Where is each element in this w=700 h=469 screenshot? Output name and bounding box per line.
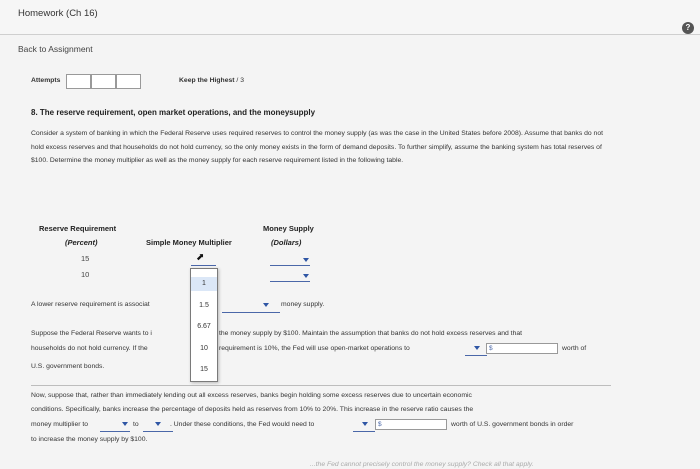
chevron-down-icon[interactable] (155, 422, 161, 426)
paragraph3-line1: Now, suppose that, rather than immediately lending out all excess reserves, banks begin holding some excess reserves due to uncertain economic (31, 392, 472, 399)
chevron-down-icon[interactable] (362, 422, 368, 426)
dollar-sign: $ (378, 421, 382, 428)
paragraph3-line3-end: worth of U.S. government bonds in order (451, 421, 574, 428)
option-1-5[interactable]: 1.5 (199, 302, 209, 309)
question-heading: 8. The reserve requirement, open market operations, and the moneysupply (31, 108, 316, 117)
paragraph3-to: to (133, 421, 139, 428)
sentence2-line2-mid: requirement is 10%, the Fed will use open-market operations to (219, 345, 410, 352)
next-question-teaser: ...the Fed cannot precisely control the money supply? Check all that apply. (310, 461, 534, 468)
chevron-down-icon[interactable] (122, 422, 128, 426)
multiplier-direction-dropdown[interactable] (100, 431, 130, 432)
mouse-cursor-icon: ⬈ (196, 252, 205, 263)
row-15-percent: 15 (81, 254, 90, 263)
sentence2-line1-end: the money supply by $100. Maintain the assumption that banks do not hold excess reserves and that (219, 330, 523, 337)
col-header-simple-money-multiplier: Simple Money Multiplier (146, 238, 232, 247)
attempt-box-3 (116, 74, 141, 89)
sentence2-line2-end: worth of (562, 345, 587, 352)
sentence2-line1-start: Suppose the Federal Reserve wants to i (31, 330, 152, 337)
dollar-sign: $ (489, 345, 493, 352)
sentence2-line2-start: households do not hold currency. If the (31, 345, 148, 352)
attempt-box-1 (66, 74, 91, 89)
multiplier-options-popup[interactable] (190, 268, 218, 382)
association-dropdown[interactable] (222, 312, 280, 313)
attempt-box-2 (91, 74, 116, 89)
option-1[interactable]: 1 (191, 277, 217, 291)
money-supply-dropdown-row1[interactable] (270, 265, 310, 266)
fed-action-dropdown[interactable] (353, 431, 375, 432)
question-paragraph: Consider a system of banking in which the Federal Reserve uses required reserves to control the money supply (as was the case in the United States before 2008). Assume that banks do not hold excess reserves and that households do not hold currency, so the only money exists in the form of demand deposits. To further simplify, assume the banking system has total reserves of $100. Determine the money multiplier as well as the money supply for each reserve requirement listed in the following table. (31, 130, 604, 165)
row-10-percent: 10 (81, 270, 90, 279)
paragraph3-line2: conditions. Specifically, banks increase the percentage of deposits held as reserves from 10% to 20%. This increase in the reserve ratio causes the (31, 406, 474, 413)
col-header-money-supply: Money Supply (263, 224, 314, 233)
back-to-assignment-link[interactable]: Back to Assignment (18, 44, 93, 54)
chevron-down-icon[interactable] (303, 274, 309, 278)
col-header-reserve-requirement: Reserve Requirement (39, 224, 117, 233)
option-10[interactable]: 10 (200, 345, 208, 352)
sentence1-end: money supply. (281, 301, 325, 308)
option-6-67[interactable]: 6.67 (197, 323, 211, 330)
bond-amount-input[interactable] (486, 343, 558, 354)
keep-highest-label: Keep the Highest / 3 (179, 77, 244, 84)
multiplier-dropdown-row1[interactable] (191, 265, 216, 266)
chevron-down-icon[interactable] (474, 346, 480, 350)
option-15[interactable]: 15 (200, 366, 208, 373)
bond-amount-input-2[interactable] (375, 419, 447, 430)
col-header-dollars: (Dollars) (271, 238, 302, 247)
open-market-action-dropdown[interactable] (465, 355, 487, 356)
paragraph3-line3c: . Under these conditions, the Fed would need to (170, 421, 315, 428)
attempts-label: Attempts (31, 77, 61, 84)
money-supply-dropdown-row2[interactable] (270, 281, 310, 282)
multiplier-value-dropdown[interactable] (143, 431, 173, 432)
chevron-down-icon[interactable] (263, 303, 269, 307)
sentence2-line3: U.S. government bonds. (31, 363, 105, 370)
paragraph3-line3a: money multiplier to (31, 421, 89, 428)
top-bar (0, 0, 700, 35)
help-icon[interactable]: ? (682, 22, 694, 34)
chevron-down-icon[interactable] (303, 258, 309, 262)
section-divider (31, 385, 611, 386)
page-title: Homework (Ch 16) (18, 8, 98, 19)
col-header-percent: (Percent) (65, 238, 98, 247)
paragraph3-line4: to increase the money supply by $100. (31, 436, 148, 443)
sentence1-start: A lower reserve requirement is associat (31, 301, 150, 308)
